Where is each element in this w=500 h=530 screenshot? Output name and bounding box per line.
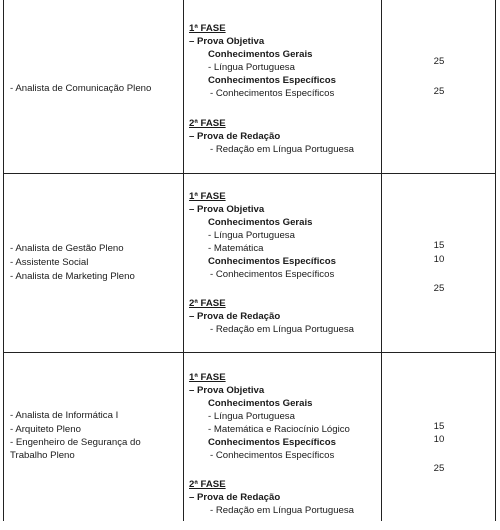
essay-exam-heading: – Prova de Redação (189, 131, 281, 142)
question-count: 15 (433, 421, 445, 432)
table-row (4, 174, 495, 353)
role-label: - Analista de Gestão Pleno (10, 243, 124, 254)
essay-exam-heading: – Prova de Redação (189, 492, 281, 503)
question-count: 25 (433, 56, 445, 67)
role-label: - Assistente Social (10, 257, 89, 268)
specific-knowledge-heading: Conhecimentos Específicos (208, 256, 336, 267)
question-count: 25 (433, 463, 445, 474)
general-knowledge-heading: Conhecimentos Gerais (208, 217, 313, 228)
subject-item: - Língua Portuguesa (208, 62, 295, 73)
question-count: 15 (433, 240, 445, 251)
phase-2-heading: 2ª FASE (189, 118, 226, 129)
general-knowledge-heading: Conhecimentos Gerais (208, 398, 313, 409)
subject-item: - Conhecimentos Específicos (210, 269, 335, 280)
specific-knowledge-heading: Conhecimentos Específicos (208, 75, 336, 86)
table-row (4, 353, 495, 521)
subject-item: - Língua Portuguesa (208, 411, 295, 422)
subject-item: - Matemática (208, 243, 264, 254)
objective-exam-heading: – Prova Objetiva (189, 36, 265, 47)
role-label: - Analista de Informática I (10, 410, 119, 421)
subject-item: - Redação em Língua Portuguesa (210, 144, 354, 155)
question-count: 25 (433, 86, 445, 97)
role-label: - Analista de Comunicação Pleno (10, 83, 152, 94)
subject-item: - Língua Portuguesa (208, 230, 295, 241)
subject-item: - Matemática e Raciocínio Lógico (208, 424, 350, 435)
role-label: - Arquiteto Pleno (10, 424, 81, 435)
objective-exam-heading: – Prova Objetiva (189, 204, 265, 215)
role-label: - Engenheiro de Segurança do (10, 437, 141, 448)
phase-1-heading: 1ª FASE (189, 191, 226, 202)
specific-knowledge-heading: Conhecimentos Específicos (208, 437, 336, 448)
role-label: - Analista de Marketing Pleno (10, 271, 135, 282)
subject-item: - Conhecimentos Específicos (210, 88, 335, 99)
phase-1-heading: 1ª FASE (189, 23, 226, 34)
phase-2-heading: 2ª FASE (189, 298, 226, 309)
question-count: 10 (433, 434, 445, 445)
general-knowledge-heading: Conhecimentos Gerais (208, 49, 313, 60)
subject-item: - Redação em Língua Portuguesa (210, 505, 354, 516)
objective-exam-heading: – Prova Objetiva (189, 385, 265, 396)
subject-item: - Conhecimentos Específicos (210, 450, 335, 461)
subject-item: - Redação em Língua Portuguesa (210, 324, 354, 335)
essay-exam-heading: – Prova de Redação (189, 311, 281, 322)
exam-structure-table (3, 0, 496, 521)
question-count: 25 (433, 283, 445, 294)
question-count: 10 (433, 254, 445, 265)
table-row (4, 0, 495, 174)
role-label: Trabalho Pleno (10, 450, 75, 461)
phase-1-heading: 1ª FASE (189, 372, 226, 383)
phase-2-heading: 2ª FASE (189, 479, 226, 490)
